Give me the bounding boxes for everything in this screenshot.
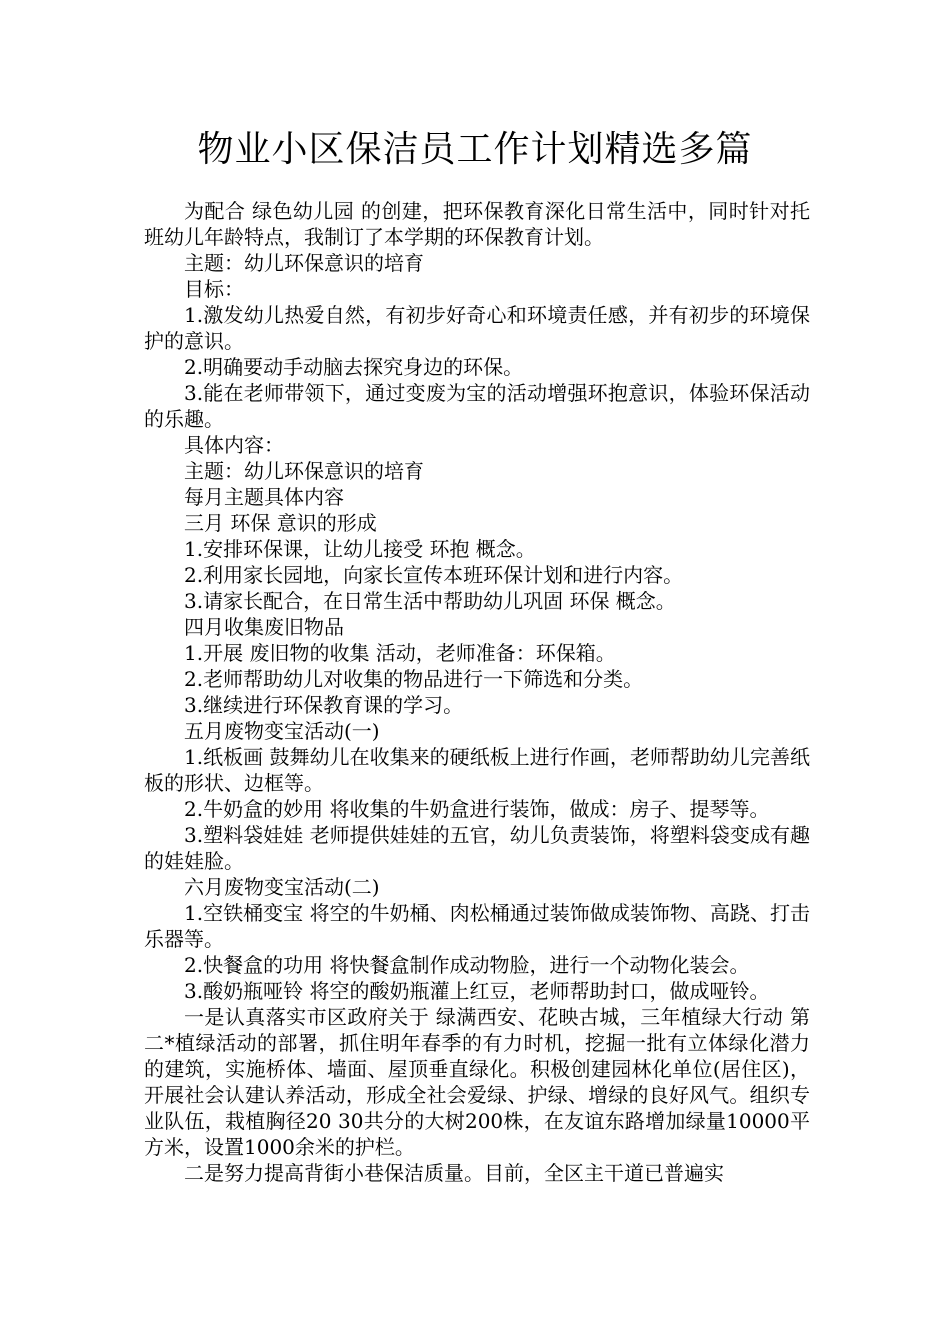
paragraph: 为配合 绿色幼儿园 的创建，把环保教育深化日常生活中，同时针对托班幼儿年龄特点，我制订了本学期的环保教育计划。 [144,199,810,249]
paragraph: 3.塑料袋娃娃 老师提供娃娃的五官，幼儿负责装饰，将塑料袋变成有趣的娃娃脸。 [144,823,810,873]
paragraph: 1.开展 废旧物的收集 活动，老师准备：环保箱。 [184,641,616,665]
paragraph: 二是努力提高背街小巷保洁质量。目前，全区主干道已普遍实 [184,1161,724,1185]
paragraph: 主题：幼儿环保意识的培育 [184,459,424,483]
document-body [144,198,810,1186]
paragraph: 具体内容： [184,433,284,457]
paragraph: 1.空铁桶变宝 将空的牛奶桶、肉松桶通过装饰做成装饰物、高跷、打击乐器等。 [144,901,810,951]
paragraph: 3.请家长配合，在日常生活中帮助幼儿巩固 环保 概念。 [184,589,676,613]
document-title: 物业小区保洁员工作计划精选多篇 [197,129,753,170]
paragraph: 2.牛奶盒的妙用 将收集的牛奶盒进行装饰，做成：房子、提琴等。 [184,797,770,821]
paragraph: 2.明确要动手动脑去探究身边的环保。 [184,355,524,379]
paragraph: 六月废物变宝活动(二) [184,875,380,899]
paragraph: 2.利用家长园地，向家长宣传本班环保计划和进行内容。 [184,563,684,587]
paragraph: 三月 环保 意识的形成 [184,511,377,535]
paragraph: 2.快餐盒的功用 将快餐盒制作成动物脸，进行一个动物化装会。 [184,953,750,977]
paragraph: 1.纸板画 鼓舞幼儿在收集来的硬纸板上进行作画，老师帮助幼儿完善纸板的形状、边框等。 [144,745,810,795]
paragraph: 3.能在老师带领下，通过变废为宝的活动增强环抱意识，体验环保活动的乐趣。 [144,381,810,431]
paragraph: 每月主题具体内容 [184,485,344,509]
paragraph: 主题：幼儿环保意识的培育 [184,251,424,275]
paragraph: 1.激发幼儿热爱自然，有初步好奇心和环境责任感，并有初步的环境保护的意识。 [144,303,810,353]
paragraph: 1.安排环保课，让幼儿接受 环抱 概念。 [184,537,536,561]
paragraph: 一是认真落实市区政府关于 绿满西安、花映古城，三年植绿大行动 第二*植绿活动的部署，抓住明年春季的有力时机，挖掘一批有立体绿化潜力的建筑，实施桥体、墙面、屋顶垂直绿化。积极创建园林化单位(居住区)，开展社会认建认养活动，形成全社会爱绿、护绿、增绿的良好风气。组织专业队伍，栽植胸径20 30共分的大树200株，在友谊东路增加绿量10000平方米，设置1000余米的护栏。 [144,1005,810,1159]
paragraph: 3.继续进行环保教育课的学习。 [184,693,464,717]
paragraph: 四月收集废旧物品 [184,615,344,639]
paragraph: 3.酸奶瓶哑铃 将空的酸奶瓶灌上红豆，老师帮助封口，做成哑铃。 [184,979,770,1003]
paragraph: 2.老师帮助幼儿对收集的物品进行一下筛选和分类。 [184,667,644,691]
paragraph: 目标： [184,277,244,301]
paragraph: 五月废物变宝活动(一) [184,719,380,743]
